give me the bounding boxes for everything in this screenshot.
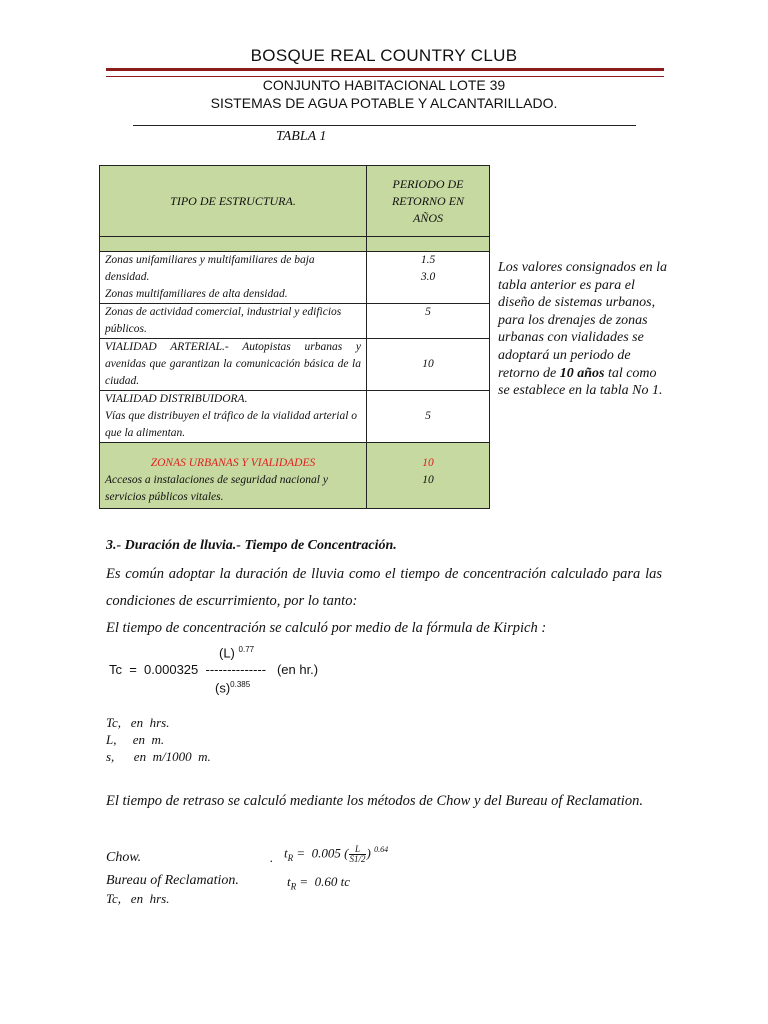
period-value: 10 xyxy=(422,358,434,370)
table-header-row xyxy=(100,166,490,237)
table-row xyxy=(100,391,490,443)
period-value: 1.5 xyxy=(420,254,436,266)
structure-text: Zonas unifamiliares y multifamiliares de baja densidad. xyxy=(105,254,315,283)
paragraph-kirpich: El tiempo de concentración se calculó por medio de la fórmula de Kirpich : xyxy=(106,620,547,636)
variable-definition: s, en m/1000 m. xyxy=(106,749,211,764)
period-value: 10 xyxy=(422,474,434,486)
structure-text: Vías que distribuyen el tráfico de la vialidad arterial o que la alimentan. xyxy=(105,410,358,439)
period-value: 5 xyxy=(425,306,431,318)
document-subtitle-systems: SISTEMAS DE AGUA POTABLE Y ALCANTARILLADO. xyxy=(210,95,558,111)
table-row xyxy=(100,252,490,304)
chow-fraction: $\frac{L}{S1/2}$ xyxy=(349,844,366,864)
structure-cell xyxy=(100,304,367,339)
document-subtitle-project: CONJUNTO HABITACIONAL LOTE 39 xyxy=(262,77,506,93)
variable-definition: L, en m. xyxy=(106,732,165,747)
structure-text: VIALIDAD DISTRIBUIDORA. xyxy=(105,393,248,405)
period-cell xyxy=(367,304,490,339)
table-row-highlight xyxy=(100,443,490,509)
formula-main xyxy=(109,662,318,677)
header-return-period-line: AÑOS xyxy=(413,210,443,225)
bureau-equation: $t_R = 0.60$ tc xyxy=(287,874,351,892)
period-cell xyxy=(367,252,490,304)
header-return-period xyxy=(367,166,490,237)
variable-definition: Tc, en hrs. xyxy=(106,891,170,906)
table-spacer-row xyxy=(100,237,490,252)
bureau-label: Bureau of Reclamation. xyxy=(106,873,239,888)
table-row xyxy=(100,339,490,391)
header-divider xyxy=(106,68,664,77)
formula-lhs: Tc = 0.000325 -------------- xyxy=(109,662,267,677)
side-note-emphasis: 10 años xyxy=(559,365,605,381)
paragraph-duration: Es común adoptar la duración de lluvia como el tiempo de concentración calculado para las condiciones de escurrimiento, por lo tanto: xyxy=(106,566,662,609)
side-note-text-end: tal como se establece en la tabla No 1. xyxy=(498,365,663,399)
chow-equation: $t_R = 0.005$ ( $\frac{L}{S1/2}$ ) $^{0.64}$ xyxy=(284,844,389,864)
structure-cell xyxy=(100,252,367,304)
side-note-text: Los valores consignados en la tabla anterior es para el diseño de sistemas urbanos, para los drenajes de zonas urbanas con vialidades se adoptará un periodo de retorno de xyxy=(498,260,668,381)
period-cell xyxy=(367,391,490,443)
structure-cell xyxy=(100,339,367,391)
return-period-table xyxy=(99,165,490,509)
formula-denominator: $(s)^{0.385}$ xyxy=(215,680,251,696)
formula-numerator: (L) $^{0.77}$ xyxy=(219,645,255,661)
header-return-period-line: RETORNO EN xyxy=(391,193,465,208)
header-structure-type: TIPO DE ESTRUCTURA. xyxy=(100,166,367,237)
chow-dot: . xyxy=(270,850,274,865)
paragraph-retraso: El tiempo de retraso se calculó mediante los métodos de Chow y del Bureau of Reclamation. xyxy=(106,793,643,809)
side-note xyxy=(498,259,670,400)
period-cell xyxy=(367,443,490,509)
chow-label: Chow. xyxy=(106,850,142,865)
section-divider xyxy=(133,125,636,126)
structure-text-highlight: ZONAS URBANAS Y VIALIDADES xyxy=(150,457,316,469)
structure-text: VIALIDAD ARTERIAL.- Autopistas urbanas y avenidas que garantizan la comunicación básica de la ciudad. xyxy=(105,341,361,387)
header-return-period-line: PERIODO DE xyxy=(392,176,464,191)
chow-exponent: 0.64 xyxy=(374,845,389,855)
period-value: 3.0 xyxy=(420,271,436,283)
section-heading: 3.- Duración de lluvia.- Tiempo de Concentración. xyxy=(106,538,397,553)
formula-unit: (en hr.) xyxy=(276,662,319,677)
structure-text: Zonas de actividad comercial, industrial y edificios públicos. xyxy=(105,306,342,335)
structure-text: Zonas multifamiliares de alta densidad. xyxy=(105,288,288,300)
period-value-highlight: 10 xyxy=(422,457,434,469)
formula-numerator-exponent: 0.77 xyxy=(238,645,255,654)
document-title: BOSQUE REAL COUNTRY CLUB xyxy=(250,46,518,65)
table-row xyxy=(100,304,490,339)
structure-cell xyxy=(100,391,367,443)
structure-cell xyxy=(100,443,367,509)
period-cell xyxy=(367,339,490,391)
table-caption: TABLA 1 xyxy=(276,129,327,144)
formula-denominator-exponent: 0.385 xyxy=(230,680,251,689)
period-value: 5 xyxy=(425,410,431,422)
structure-text: Accesos a instalaciones de seguridad nacional y servicios públicos vitales. xyxy=(105,474,328,503)
variable-definition: Tc, en hrs. xyxy=(106,715,170,730)
